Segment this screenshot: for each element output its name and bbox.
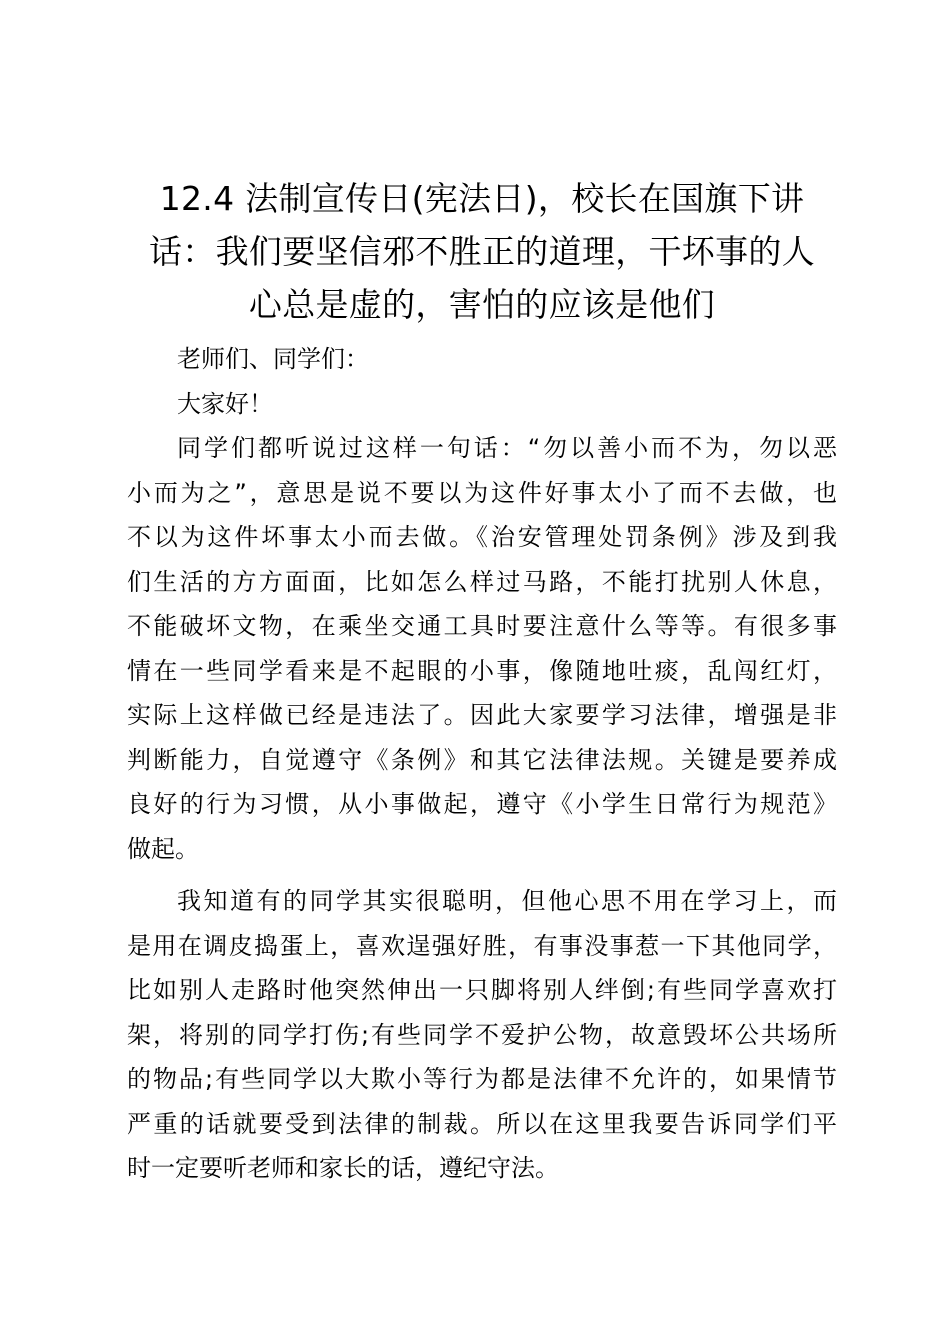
paragraph-line: 不能破坏文物，在乘坐交通工具时要注意什么等等。有很多事 xyxy=(127,612,837,640)
paragraph-line: 实际上这样做已经是违法了。因此大家要学习法律，增强是非 xyxy=(127,701,837,729)
paragraph-line: 们生活的方方面面，比如怎么样过马路，不能打扰别人休息， xyxy=(127,567,837,596)
title-line: 心总是虚的，害怕的应该是他们 xyxy=(248,285,716,324)
paragraph-line: 情在一些同学看来是不起眼的小事，像随地吐痰，乱闯红灯， xyxy=(127,656,837,685)
paragraph-line: 比如别人走路时他突然伸出一只脚将别人绊倒;有些同学喜欢打 xyxy=(127,976,837,1004)
paragraph-line: 小而为之”，意思是说不要以为这件好事太小了而不去做，也 xyxy=(127,478,837,507)
paragraph-line: 的物品;有些同学以大欺小等行为都是法律不允许的，如果情节 xyxy=(127,1065,837,1093)
title-line: 话：我们要坚信邪不胜正的道理，干坏事的人 xyxy=(149,232,815,271)
document-title xyxy=(127,172,837,331)
paragraph-line: 良好的行为习惯，从小事做起，遵守《小学生日常行为规范》 xyxy=(127,790,837,818)
paragraph-line: 判断能力，自觉遵守《条例》和其它法律法规。关键是要养成 xyxy=(127,745,837,774)
paragraph-line: 不以为这件坏事太小而去做。《治安管理处罚条例》涉及到我 xyxy=(127,523,837,551)
paragraph-line: 严重的话就要受到法律的制裁。所以在这里我要告诉同学们平 xyxy=(127,1109,837,1138)
document-page xyxy=(127,172,837,1191)
paragraph-gap xyxy=(127,871,837,879)
paragraph-line: 我知道有的同学其实很聪明，但他心思不用在学习上，而 xyxy=(177,887,837,915)
salutation-text: 老师们、同学们： xyxy=(177,345,369,373)
paragraph-line: 架，将别的同学打伤;有些同学不爱护公物，故意毁坏公共场所 xyxy=(127,1020,837,1049)
paragraph-line: 做起。 xyxy=(127,834,199,863)
paragraph-line: 同学们都听说过这样一句话：“勿以善小而不为，勿以恶 xyxy=(177,434,837,462)
title-line: 12.4 法制宣传日(宪法日)，校长在国旗下讲 xyxy=(159,179,805,218)
salutation xyxy=(127,337,837,382)
paragraph-1 xyxy=(127,426,837,871)
paragraph-line: 时一定要听老师和家长的话，遵纪守法。 xyxy=(127,1154,559,1182)
document-body xyxy=(127,337,837,1191)
paragraph-line: 是用在调皮捣蛋上，喜欢逞强好胜，有事没事惹一下其他同学， xyxy=(127,931,837,960)
paragraph-2 xyxy=(127,879,837,1191)
greeting-text: 大家好！ xyxy=(177,389,273,418)
greeting xyxy=(127,382,837,427)
